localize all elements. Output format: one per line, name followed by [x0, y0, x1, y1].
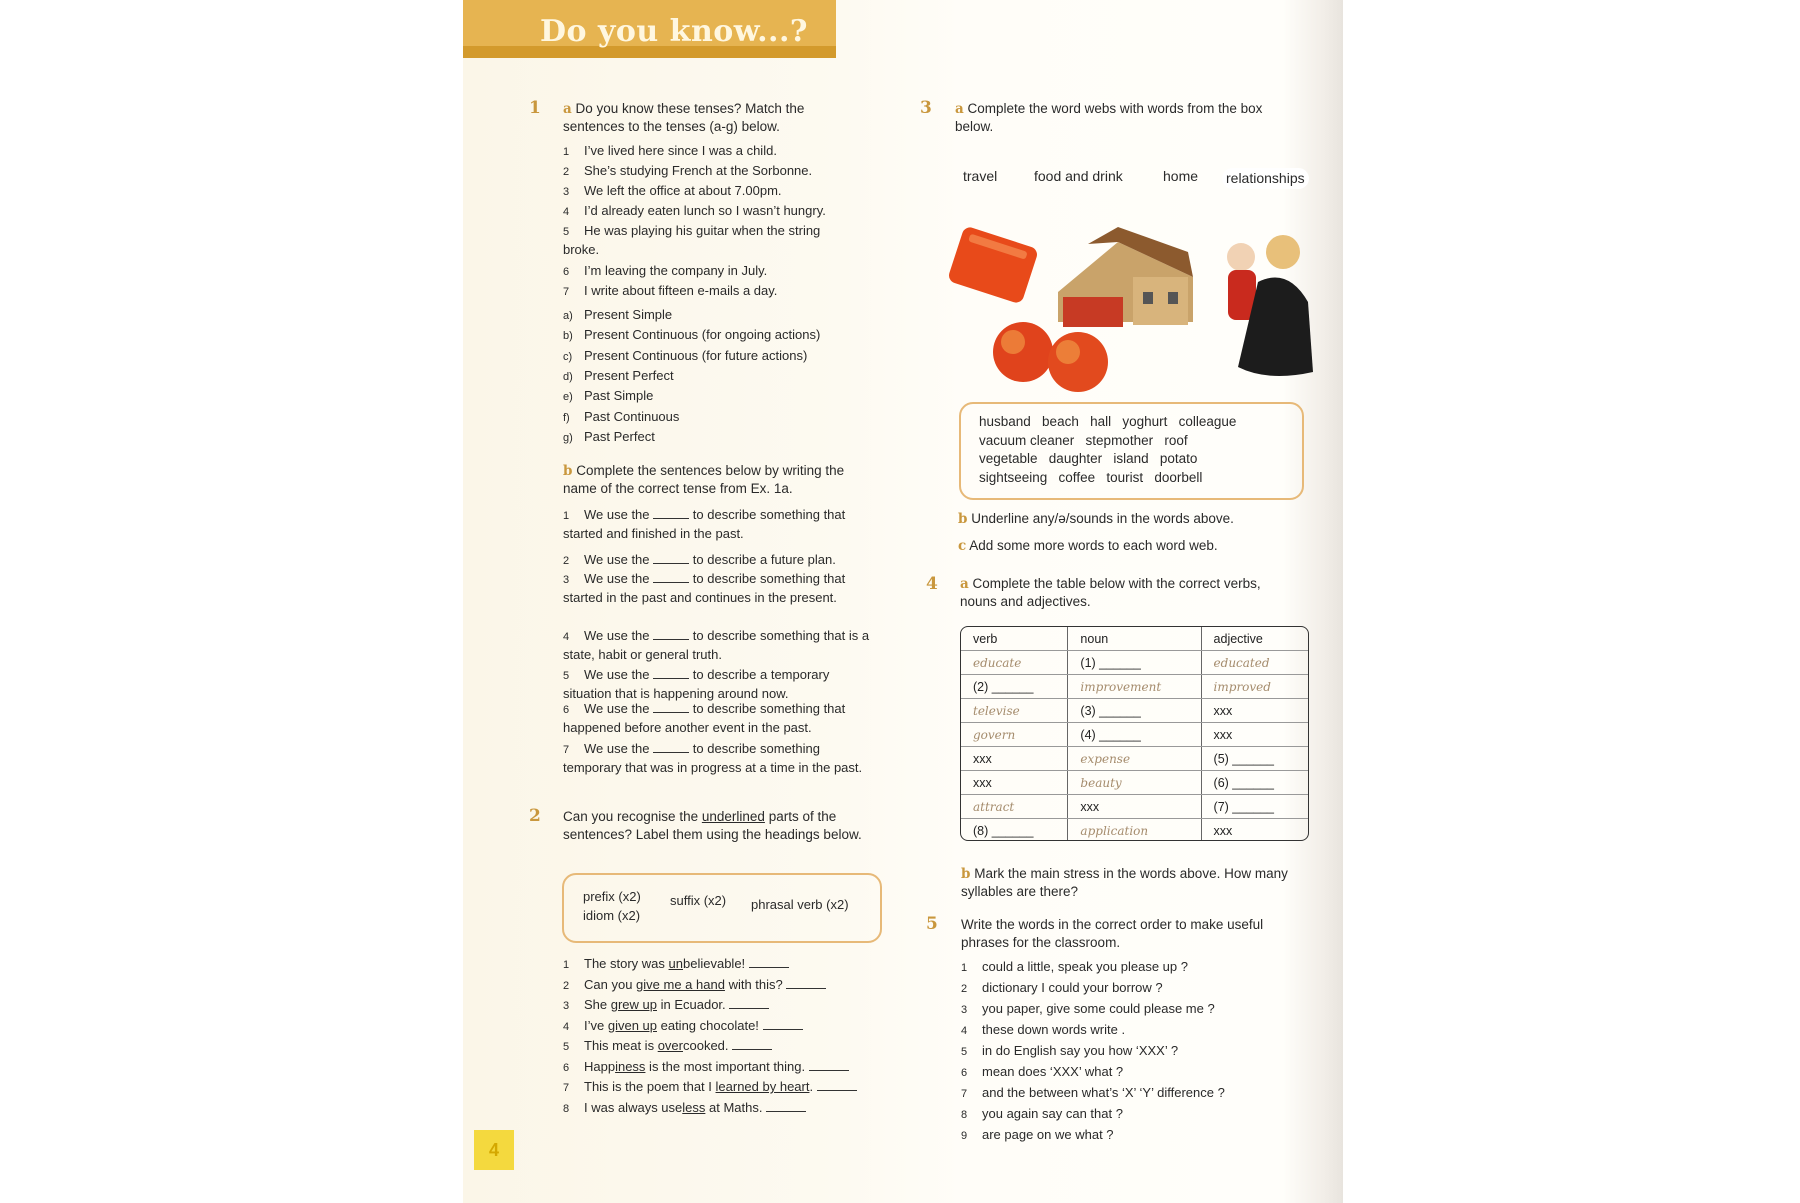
ex2-answer-blank	[749, 957, 789, 968]
ex1b-item-number: 3	[563, 574, 570, 586]
ex1-tense-text: Past Simple	[584, 388, 654, 404]
ex2-item-underlined: over	[657, 1038, 683, 1053]
ex2-item-underlined: given up	[607, 1017, 657, 1033]
web-home: home	[1163, 168, 1199, 184]
ex2-item-pre: Happ	[584, 1058, 616, 1074]
ex1-sentence-text: I’d already eaten lunch so I wasn’t hungry.	[584, 203, 826, 218]
ex1b-item-pre: We use the	[584, 507, 650, 522]
ex4-table-cell: (6) ______	[1201, 771, 1308, 795]
ex2-item-underlined: give me a hand	[636, 976, 725, 992]
ex1-tense	[563, 367, 863, 386]
ex2-item-pre: This is the poem that I	[584, 1079, 716, 1094]
ex1-tense	[563, 428, 863, 447]
ex4-table-cell: xxx	[1201, 723, 1308, 747]
ex2-item	[563, 996, 893, 1015]
ex2-item-number: 1	[563, 959, 570, 971]
ex5-item-text: in do English say you how ‘XXX’ ?	[982, 1043, 1179, 1058]
ex4-table-cell: educated	[1201, 651, 1308, 675]
ex1-tense	[563, 306, 863, 325]
ex5-item-text: mean does ‘XXX’ what ?	[982, 1064, 1124, 1079]
ex1b-item-post: to describe a temporary situation that is happening around now.	[563, 667, 830, 701]
ex3b-instruction	[958, 510, 1298, 528]
ex2-instruction-underlined: underlined	[701, 809, 765, 824]
ex1b-item-post: to describe something temporary that was in progress at a time in the past.	[563, 741, 863, 775]
page-title: Do you know...?	[540, 14, 808, 49]
ex2-item-number: 7	[563, 1082, 570, 1094]
ex2-item-number: 8	[563, 1102, 570, 1115]
ex3-word-box-line: vacuum cleaner stepmother roof	[979, 432, 1188, 448]
ex1-number: 1	[529, 98, 541, 118]
ex3c-text: Add some more words to each word web.	[969, 538, 1218, 553]
ex1a-text: Do you know these tenses? Match the sentences to the tenses (a-g) below.	[563, 101, 805, 134]
ex2-number: 2	[529, 806, 541, 826]
ex1b-item	[563, 700, 873, 736]
ex5-item	[961, 1000, 1301, 1019]
ex2-item-post: cooked.	[682, 1038, 729, 1053]
ex1b-answer-blank	[653, 742, 689, 753]
ex2-item-pre: This meat is	[584, 1038, 658, 1053]
mother-and-child-icon	[1227, 235, 1313, 376]
ex5-item-text: are page on we what ?	[982, 1127, 1114, 1142]
ex2-item-underlined: learned by heart	[715, 1079, 810, 1094]
ex5-item-number: 3	[961, 1004, 968, 1016]
ex1b-item-number: 4	[563, 631, 570, 643]
ex2-item-post: believable!	[683, 956, 746, 971]
ex1-tense-number: g)	[563, 431, 573, 444]
ex1-tense-number: e)	[563, 391, 573, 404]
ex1b-item-post: to describe something that happened before another event in the past.	[563, 701, 846, 735]
ex4-table-header: noun	[1068, 627, 1201, 651]
ex5-item-number: 2	[961, 983, 968, 995]
ex1-sentence-number: 6	[563, 266, 570, 278]
ex2-item-underlined: less	[682, 1099, 706, 1115]
ex1b-item-pre: We use the	[584, 552, 650, 567]
ex4-table-cell: (3) ______	[1068, 699, 1201, 723]
ex5-item	[961, 1105, 1301, 1124]
ex5-item-number: 4	[961, 1025, 968, 1037]
ex1-tense	[563, 387, 863, 406]
ex4-table-cell: improvement	[1068, 675, 1201, 699]
ex4-table-row	[961, 723, 1308, 747]
ex3a-text: Complete the word webs with words from the box below.	[955, 101, 1263, 134]
ex2-item	[563, 976, 893, 995]
ex4-table-cell: (5) ______	[1201, 747, 1308, 771]
ex1-tense-text: Past Continuous	[584, 408, 680, 424]
ex1b-answer-blank	[653, 553, 689, 564]
ex4-table-cell: xxx	[961, 747, 1068, 771]
ex1-tense-text: Present Continuous (for future actions)	[584, 347, 808, 363]
ex1-sentence-text: I write about fifteen e-mails a day.	[584, 283, 778, 298]
ex3-number: 3	[920, 98, 932, 118]
ex5-item	[961, 1126, 1301, 1145]
ex4-table-cell: (2) ______	[961, 675, 1068, 699]
ex1b-answer-blank	[653, 629, 689, 640]
ex2-answer-blank	[729, 998, 769, 1009]
ex5-item-number: 6	[961, 1067, 968, 1079]
ex5-item-number: 8	[961, 1109, 968, 1121]
ex2-item-number: 2	[563, 979, 570, 992]
ex2-box-prefix: prefix (x2)	[583, 889, 641, 904]
ex2-instruction	[563, 808, 873, 844]
ex5-item-text: you paper, give some could please me ?	[982, 1001, 1215, 1016]
ex2-item-post: is the most important thing.	[645, 1058, 806, 1074]
ex4-table-row	[961, 771, 1308, 795]
ex2-item-pre: I was always use	[584, 1099, 683, 1115]
ex1a-instruction	[563, 100, 843, 136]
ex5-item-text: you again say can that ?	[982, 1106, 1123, 1121]
ex2-item-post: with this?	[724, 976, 783, 992]
ex1-sentence-text: We left the office at about 7.00pm.	[584, 183, 782, 198]
ex1-sentence	[563, 202, 833, 221]
ex3-word-box	[959, 402, 1304, 500]
ex4-table-header-row	[961, 627, 1308, 651]
ex5-item	[961, 979, 1301, 998]
ex2-item-number: 5	[563, 1041, 570, 1053]
ex1b-text: Complete the sentences below by writing the name of the correct tense from Ex. 1a.	[563, 463, 845, 496]
ex2-item-post: eating chocolate!	[657, 1017, 759, 1033]
ex2-item-pre: The story was	[584, 956, 669, 971]
ex2-answer-blank	[763, 1019, 803, 1030]
ex1b-answer-blank	[653, 702, 689, 713]
ex4-table-cell: (4) ______	[1068, 723, 1201, 747]
ex2-item	[563, 1099, 893, 1118]
ex2-answer-blank	[809, 1060, 849, 1071]
ex4-table-cell: (1) ______	[1068, 651, 1201, 675]
ex2-item-underlined: un	[668, 956, 683, 971]
ex1b-item-number: 7	[563, 744, 570, 756]
ex1-sentence-text: She’s studying French at the Sorbonne.	[584, 163, 813, 178]
ex4-table	[961, 627, 1308, 841]
ex1b-item-number: 5	[563, 670, 570, 682]
ex4-table-frame	[960, 626, 1309, 841]
ex1-sentence	[563, 222, 833, 258]
ex3a-instruction	[955, 100, 1275, 136]
ex1b-item-pre: We use the	[584, 741, 650, 756]
ex3-word-box-line: vegetable daughter island potato	[979, 451, 1198, 466]
ex5-item-number: 7	[961, 1088, 968, 1100]
ex2-item	[563, 1078, 893, 1097]
ex2-item	[563, 1037, 893, 1056]
ex5-item-number: 9	[961, 1130, 968, 1142]
ex4-table-cell: educate	[961, 651, 1068, 675]
ex4-table-cell: xxx	[1201, 699, 1308, 723]
ex1-sentence-number: 2	[563, 166, 570, 178]
ex4-table-row	[961, 651, 1308, 675]
ex1a-label: a	[563, 101, 572, 117]
ex1-sentence	[563, 282, 833, 301]
ex2-item-post: .	[809, 1079, 814, 1094]
ex1b-item-pre: We use the	[584, 628, 650, 643]
ex2-item	[563, 1017, 893, 1036]
ex2-answer-blank	[817, 1080, 857, 1091]
ex4-table-cell: application	[1068, 819, 1201, 842]
ex4a-label: a	[960, 576, 969, 592]
ex1-sentence-number: 1	[563, 146, 570, 158]
ex1b-item-number: 1	[563, 510, 570, 522]
ex1b-item	[563, 740, 873, 776]
ex4-table-header: adjective	[1201, 627, 1308, 651]
ex4-table-cell: xxx	[1068, 795, 1201, 819]
apple-icon	[993, 322, 1108, 392]
ex1-tense	[563, 326, 863, 345]
ex4-table-cell: (7) ______	[1201, 795, 1308, 819]
page-header	[463, 0, 836, 58]
ex4-table-cell: xxx	[1201, 819, 1308, 842]
ex5-instruction: Write the words in the correct order to make useful phrases for the classroom.	[961, 917, 1264, 950]
ex2-answer-blank	[786, 978, 826, 989]
ex1-tense-number: d)	[563, 370, 573, 383]
ex1-tense	[563, 347, 863, 366]
ex2-item	[563, 1058, 893, 1077]
ex1-tense-text: Past Perfect	[584, 428, 655, 444]
ex1-sentence	[563, 162, 833, 181]
ex1b-item-number: 2	[563, 555, 570, 567]
ex1-tense-text: Present Continuous (for ongoing actions)	[584, 327, 821, 343]
ex3b-text: Underline any/ə/sounds in the words above.	[971, 511, 1234, 526]
ex4-number: 4	[926, 574, 938, 594]
ex5-item-number: 1	[961, 962, 968, 974]
ex1-tense-number: c)	[563, 350, 573, 363]
ex4-table-cell: beauty	[1068, 771, 1201, 795]
ex3-word-box-line: husband beach hall yoghurt colleague	[979, 414, 1237, 429]
ex3-word-box-line: sightseeing coffee tourist doorbell	[979, 469, 1203, 485]
ex2-item-number: 6	[563, 1061, 570, 1074]
ex1b-item-post: to describe a future plan.	[692, 552, 836, 567]
ex1b-instruction	[563, 462, 863, 498]
ex4b-text: Mark the main stress in the words above. How many syllables are there?	[961, 866, 1288, 899]
ex4a-text: Complete the table below with the correct verbs, nouns and adjectives.	[960, 576, 1261, 609]
ex5-item-text: and the between what’s ‘X’ ‘Y’ difference ?	[982, 1085, 1225, 1100]
ex5-item-text: could a little, speak you please up ?	[982, 959, 1188, 974]
ex1-tense-number: f)	[563, 411, 570, 424]
ex2-item-pre: I’ve	[584, 1017, 608, 1033]
ex1b-item-pre: We use the	[584, 571, 650, 586]
ex2-item-number: 4	[563, 1020, 570, 1033]
ex2-box-idiom: idiom (x2)	[583, 908, 641, 923]
ex2-item	[563, 955, 893, 974]
ex1b-item-post: to describe something that started and finished in the past.	[563, 507, 846, 541]
ex2-item-pre: Can you	[584, 976, 637, 992]
ex2-box-phrasal-verb: phrasal verb (x2)	[751, 897, 849, 912]
ex1-tense-text: Present Perfect	[584, 367, 674, 383]
ex2-item-post: at Maths.	[705, 1099, 763, 1115]
ex4-table-row	[961, 699, 1308, 723]
ex2-answer-blank	[732, 1039, 772, 1050]
suitcase-icon	[948, 225, 1039, 304]
ex4-table-cell: improved	[1201, 675, 1308, 699]
ex4-table-row	[961, 747, 1308, 771]
ex4b-label: b	[961, 866, 971, 882]
ex1b-item	[563, 570, 873, 606]
ex1-tense	[563, 408, 863, 427]
ex4-table-cell: (8) ______	[961, 819, 1068, 842]
ex5-item	[961, 1042, 1301, 1061]
ex5-item-text: these down words write .	[982, 1022, 1126, 1037]
ex5-item-text: dictionary I could your borrow ?	[982, 980, 1163, 995]
ex1-sentence-number: 7	[563, 286, 570, 298]
ex1-sentence-number: 3	[563, 186, 570, 198]
ex3b-label: b	[958, 511, 968, 527]
ex5-item	[961, 1084, 1301, 1103]
ex1b-item	[563, 627, 873, 663]
web-travel: travel	[963, 168, 998, 184]
ex5-item-number: 5	[961, 1046, 968, 1058]
ex1b-item-post: to describe something that started in the past and continues in the present.	[563, 571, 846, 605]
ex4b-instruction	[961, 865, 1301, 901]
ex2-item-post: in Ecuador.	[657, 997, 726, 1012]
ex1b-item-number: 6	[563, 704, 570, 716]
ex5-item	[961, 958, 1301, 977]
workbook-page	[463, 0, 1343, 1203]
ex1b-item	[563, 551, 873, 570]
ex5-number: 5	[926, 914, 938, 934]
page-number: 4	[474, 1130, 514, 1170]
ex2-heading-box	[562, 873, 882, 943]
ex1b-answer-blank	[653, 508, 689, 519]
ex3a-label: a	[955, 101, 964, 117]
ex1b-item-pre: We use the	[584, 701, 650, 716]
ex5-item	[961, 1021, 1301, 1040]
ex4-table-cell: xxx	[961, 771, 1068, 795]
ex2-item-number: 3	[563, 1000, 570, 1012]
ex2-box-suffix: suffix (x2)	[670, 893, 727, 908]
ex1-sentence-text: I’ve lived here since I was a child.	[584, 143, 777, 158]
ex1-sentence-text: He was playing his guitar when the string broke.	[563, 223, 821, 257]
ex3c-instruction	[958, 537, 1298, 555]
ex2-item-pre: She	[584, 997, 611, 1012]
ex1b-item	[563, 506, 873, 542]
ex1b-item-pre: We use the	[584, 667, 650, 682]
ex1-tense-number: b)	[563, 330, 573, 343]
web-food-and-drink: food and drink	[1034, 168, 1123, 184]
ex2-answer-blank	[766, 1101, 806, 1112]
ex4-table-cell: expense	[1068, 747, 1201, 771]
ex1-tense-number: a)	[563, 310, 573, 322]
ex1b-answer-blank	[653, 668, 689, 679]
ex1-sentence	[563, 262, 833, 281]
ex4-table-cell: govern	[961, 723, 1068, 747]
ex4-table-cell: attract	[961, 795, 1068, 819]
ex5-item	[961, 1063, 1301, 1082]
ex3c-label: c	[958, 538, 967, 554]
ex1b-item-post: to describe something that is a state, habit or general truth.	[563, 628, 870, 662]
illustration-row	[948, 222, 1318, 392]
ex4-table-row	[961, 819, 1308, 842]
ex1b-answer-blank	[653, 572, 689, 583]
ex4-table-row	[961, 675, 1308, 699]
ex4a-instruction	[960, 575, 1300, 611]
ex1-sentence	[563, 182, 833, 201]
ex1-tense-text: Present Simple	[584, 307, 673, 322]
ex1-sentence-number: 4	[563, 206, 570, 218]
ex1-sentence-text: I’m leaving the company in July.	[584, 263, 768, 278]
ex2-item-underlined: grew up	[610, 997, 657, 1012]
ex4-table-cell: televise	[961, 699, 1068, 723]
ex4-table-row	[961, 795, 1308, 819]
ex2-instruction-part1: Can you recognise the	[563, 809, 699, 824]
ex1-sentence	[563, 142, 833, 161]
ex2-item-underlined: iness	[615, 1058, 646, 1074]
web-relationships: relationships	[1222, 168, 1309, 189]
ex1-sentence-number: 5	[563, 226, 570, 238]
ex4-table-header: verb	[961, 627, 1068, 651]
ex1b-item	[563, 666, 873, 702]
ex1b-label: b	[563, 463, 573, 479]
house-icon	[1058, 227, 1193, 327]
ex2-instruction-part2: parts of the sentences? Label them using the headings below.	[563, 809, 862, 842]
